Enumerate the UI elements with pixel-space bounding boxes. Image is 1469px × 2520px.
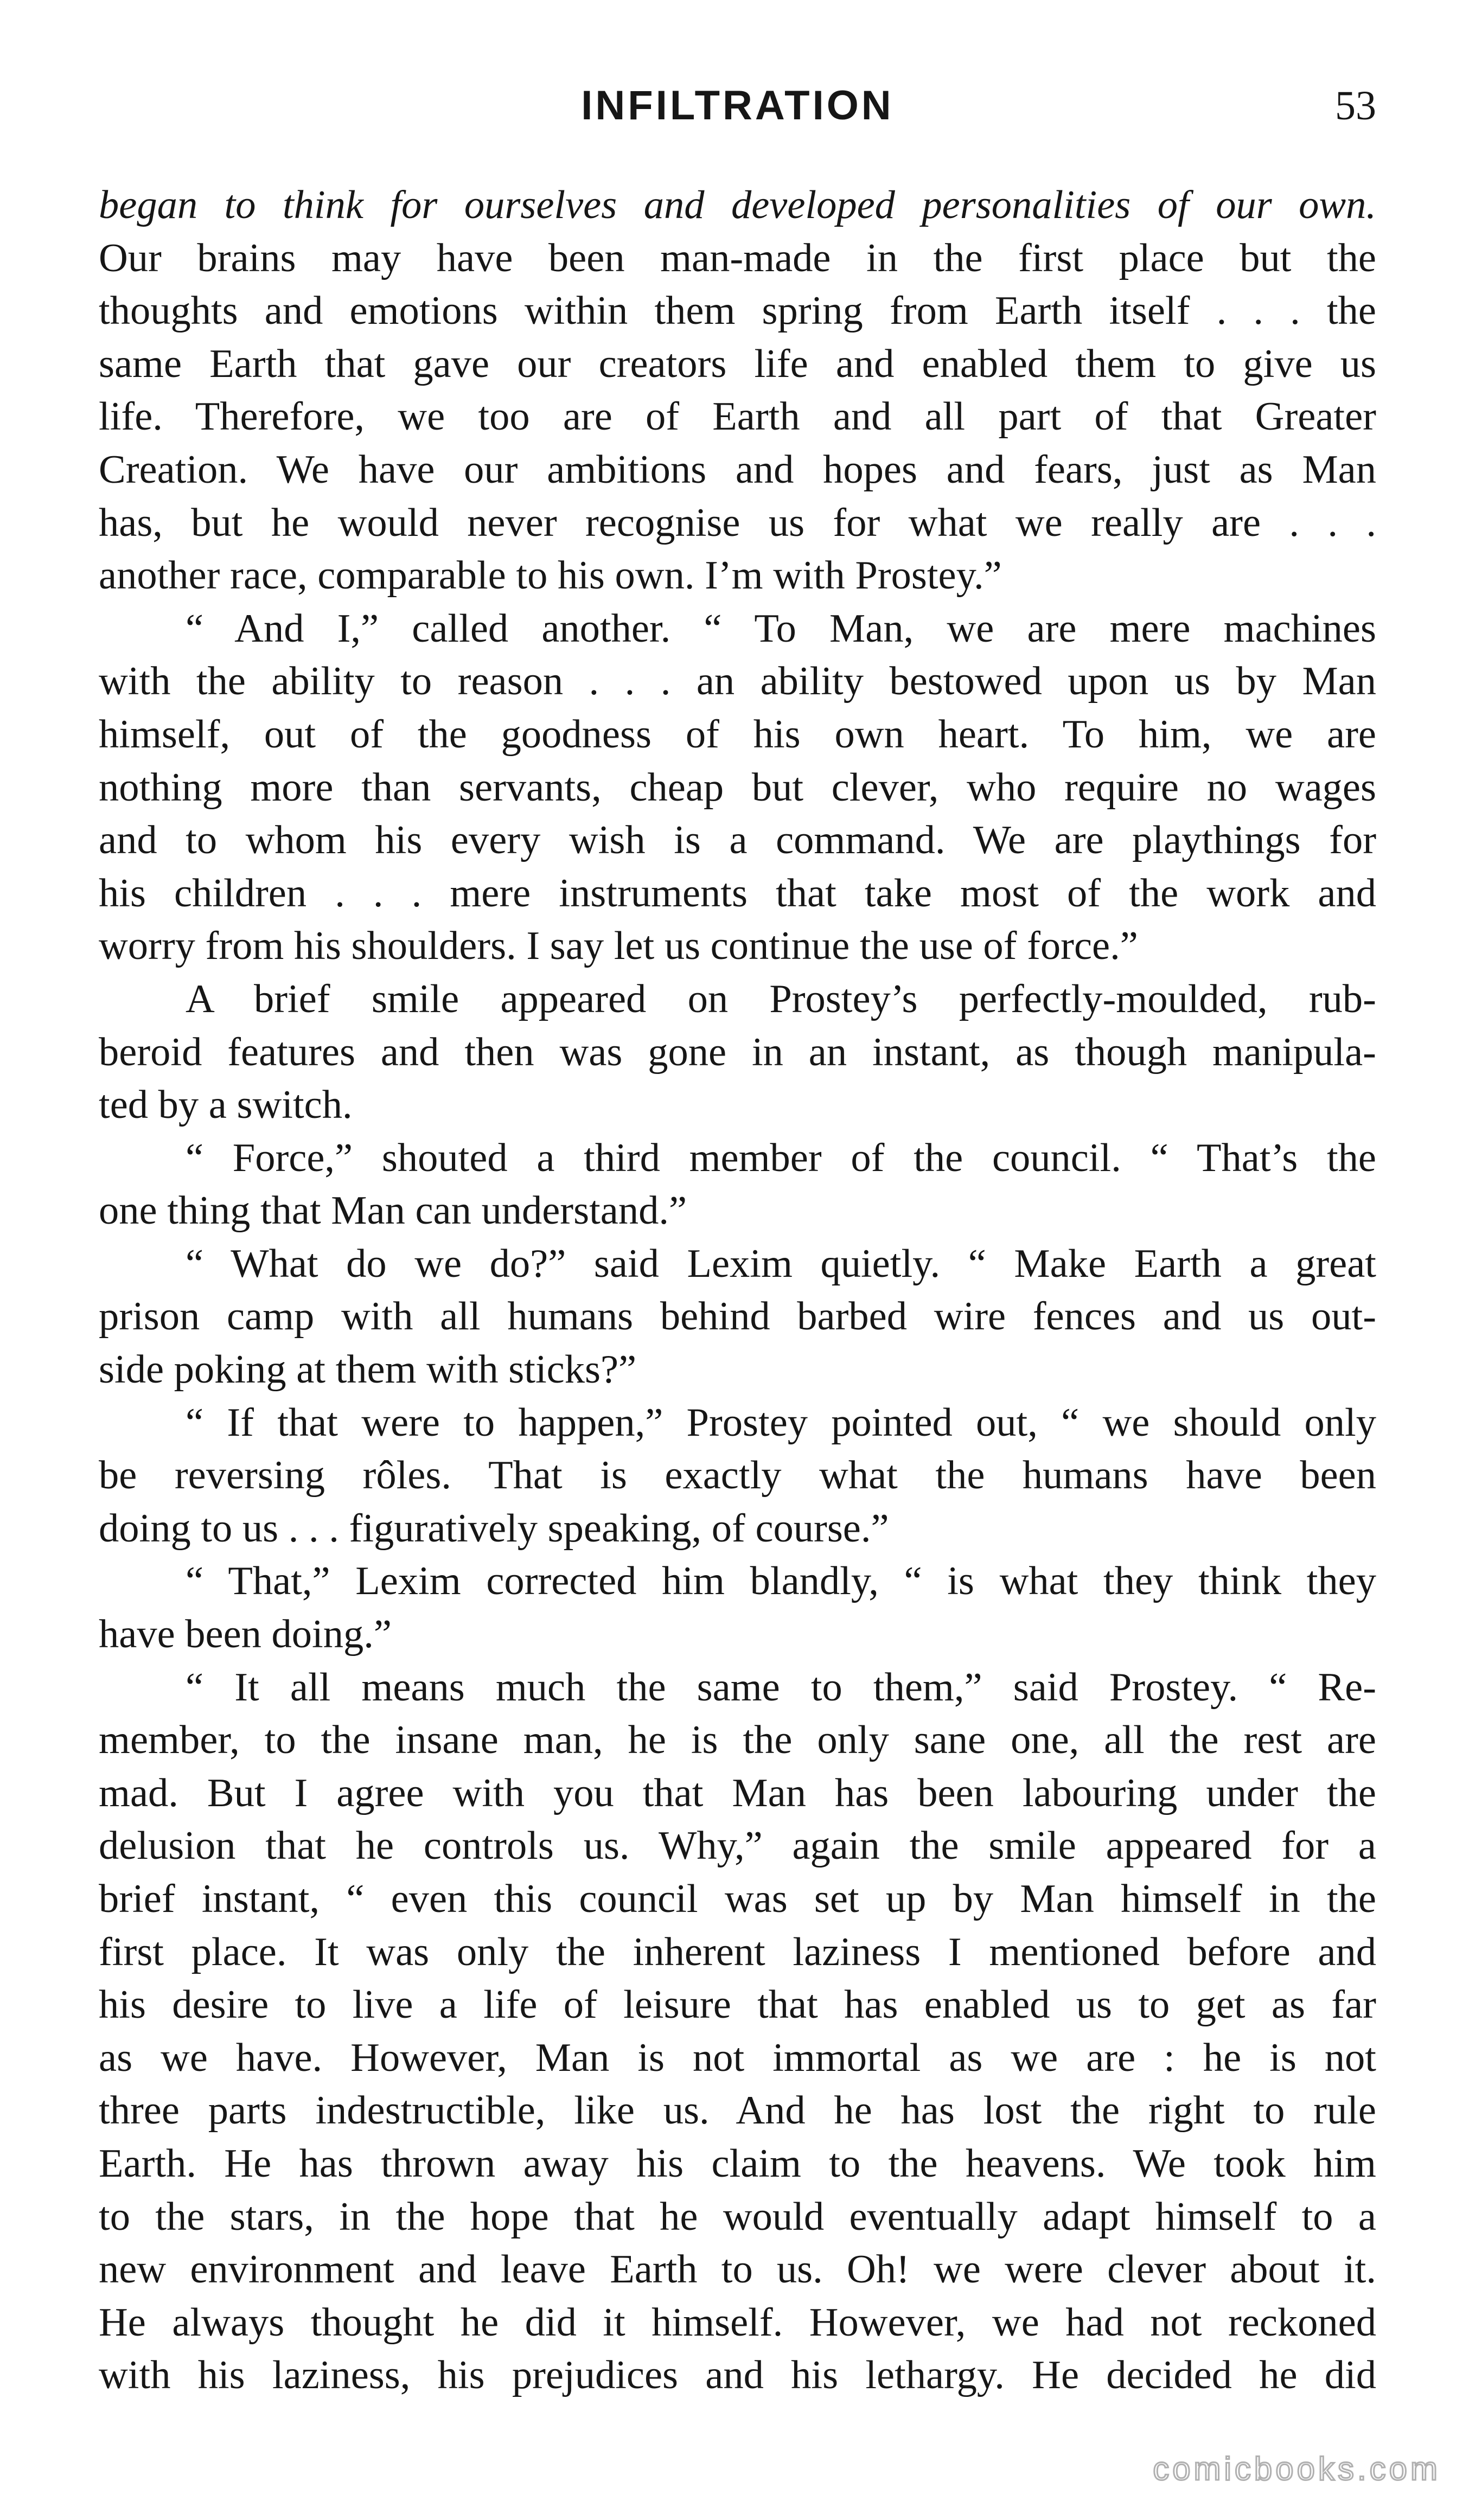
text-line: thoughts and emotions within them spring from Earth itself . . . the [99, 289, 1376, 334]
text-line: be reversing rôles. That is exactly what the humans have been [99, 1453, 1376, 1498]
text-line: began to think for ourselves and developed personalities of our own. [99, 183, 1376, 227]
text-line: “ And I,” called another. “ To Man, we are mere machines [186, 606, 1376, 651]
text-line: Our brains may have been man-made in the first place but the [99, 235, 1376, 280]
text-line: member, to the insane man, he is the only sane one, all the rest are [99, 1718, 1376, 1763]
text-line: “ It all means much the same to them,” said Prostey. “ Re- [186, 1665, 1376, 1710]
text-line: his children . . . mere instruments that take most of the work and [99, 871, 1376, 916]
text-line: delusion that he controls us. Why,” again the smile appeared for a [99, 1824, 1376, 1869]
text-line: have been doing.” [99, 1612, 392, 1657]
text-line: ted by a switch. [99, 1083, 353, 1128]
text-line: his desire to live a life of leisure that has enabled us to get as far [99, 1982, 1376, 2027]
text-line: “ Force,” shouted a third member of the council. “ That’s the [186, 1135, 1376, 1180]
text-line: He always thought he did it himself. However, we had not reckoned [99, 2300, 1376, 2345]
text-line: “ That,” Lexim corrected him blandly, “ is what they think they [186, 1559, 1376, 1604]
text-line: life. Therefore, we too are of Earth and all part of that Greater [99, 394, 1376, 439]
text-line: same Earth that gave our creators life and enabled them to give us [99, 341, 1376, 386]
text-line: with the ability to reason . . . an ability bestowed upon us by Man [99, 659, 1376, 704]
text-line: with his laziness, his prejudices and his lethargy. He decided he did [99, 2353, 1376, 2398]
text-line: Earth. He has thrown away his claim to the heavens. We took him [99, 2141, 1376, 2186]
watermark: comicbooks.com [1153, 2451, 1441, 2487]
text-line: “ If that were to happen,” Prostey pointed out, “ we should only [186, 1400, 1376, 1445]
text-line: “ What do we do?” said Lexim quietly. “ Make Earth a great [186, 1241, 1376, 1286]
text-line: A brief smile appeared on Prostey’s perfectly-moulded, rub- [186, 976, 1376, 1021]
text-line: brief instant, “ even this council was set up by Man himself in the [99, 1877, 1376, 1921]
text-line: worry from his shoulders. I say let us continue the use of force.” [99, 924, 1138, 969]
text-line: as we have. However, Man is not immortal as we are : he is not [99, 2035, 1376, 2080]
text-line: himself, out of the goodness of his own heart. To him, we are [99, 712, 1376, 757]
text-line: side poking at them with sticks?” [99, 1347, 637, 1392]
text-line: Creation. We have our ambitions and hopes and fears, just as Man [99, 447, 1376, 492]
text-line: one thing that Man can understand.” [99, 1188, 687, 1233]
text-line: prison camp with all humans behind barbed wire fences and us out- [99, 1294, 1376, 1339]
text-line: nothing more than servants, cheap but clever, who require no wages [99, 765, 1376, 810]
text-line: has, but he would never recognise us for what we really are . . . [99, 500, 1376, 545]
page-number: 53 [1335, 83, 1376, 129]
text-line: another race, comparable to his own. I’m with Prostey.” [99, 553, 1002, 598]
running-head-title: INFILTRATION [581, 82, 894, 129]
text-line: doing to us . . . figuratively speaking, of course.” [99, 1506, 889, 1551]
text-line: mad. But I agree with you that Man has been labouring under the [99, 1770, 1376, 1815]
body-text [99, 179, 1376, 2402]
text-line: and to whom his every wish is a command. We are playthings for [99, 818, 1376, 863]
text-line: first place. It was only the inherent laziness I mentioned before and [99, 1929, 1376, 1974]
text-line: beroid features and then was gone in an instant, as though manipula- [99, 1029, 1376, 1074]
page-header [99, 76, 1376, 136]
text-line: to the stars, in the hope that he would eventually adapt himself to a [99, 2194, 1376, 2239]
text-line: three parts indestructible, like us. And he has lost the right to rule [99, 2088, 1376, 2133]
text-line: new environment and leave Earth to us. Oh! we were clever about it. [99, 2247, 1376, 2292]
